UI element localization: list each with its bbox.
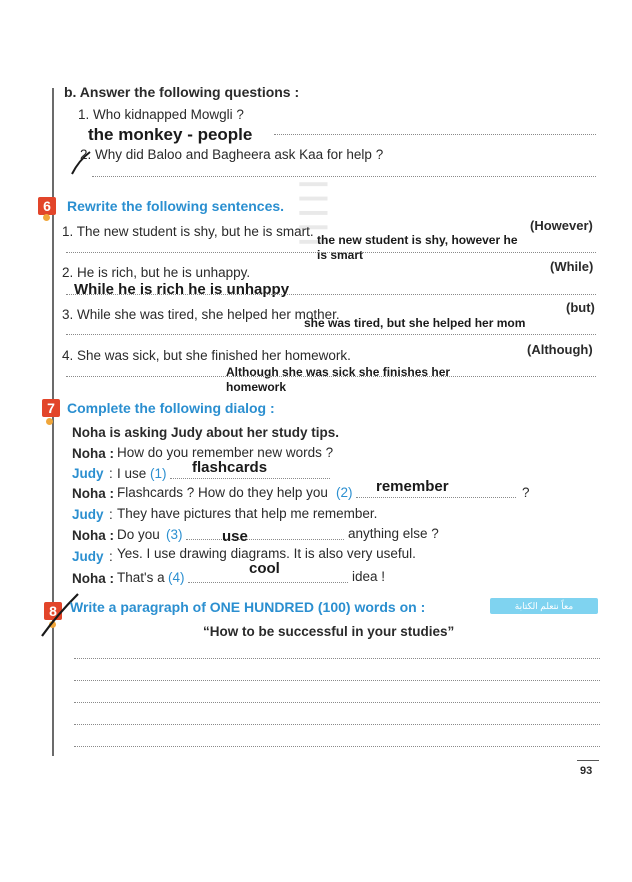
bullet-dot — [46, 418, 53, 425]
dialog-line-5-end: anything else ? — [348, 526, 439, 541]
speaker-noha: Noha : — [72, 571, 114, 586]
answer-6-1: the new student is shy, however he is smart — [317, 233, 518, 262]
blank-line-4 — [188, 582, 348, 583]
partb-title: b. Answer the following questions : — [64, 84, 300, 100]
question-2: 2. Why did Baloo and Bagheera ask Kaa for help ? — [80, 147, 384, 162]
answer-line — [92, 176, 596, 177]
blank-answer-2: remember — [376, 478, 449, 495]
answer-line — [274, 134, 596, 135]
answer-6-4: Although she was sick she finishes her homework — [226, 365, 451, 394]
question-mark: ? — [522, 485, 530, 500]
sentence-2: 2. He is rich, but he is unhappy. — [62, 265, 251, 280]
paragraph-topic: “How to be successful in your studies” — [203, 624, 455, 639]
dialog-line-1: How do you remember new words ? — [117, 445, 334, 460]
sentence-4: 4. She was sick, but she finished her homework. — [62, 348, 351, 363]
blank-number-1: (1) — [150, 466, 167, 481]
pen-mark-icon — [38, 590, 82, 640]
section-7-title: Complete the following dialog : — [67, 400, 275, 416]
dialog-line-4: They have pictures that help me remember. — [117, 506, 378, 521]
page-number: 93 — [580, 765, 593, 777]
blank-answer-3: use — [222, 528, 248, 545]
speaker-noha: Noha : — [72, 528, 114, 543]
writing-line — [74, 724, 600, 725]
blank-number-2: (2) — [336, 485, 353, 500]
sentence-3: 3. While she was tired, she helped her mother. — [62, 307, 340, 322]
speaker-noha: Noha : — [72, 446, 114, 461]
blank-answer-1: flashcards — [192, 459, 268, 476]
blank-line-1 — [170, 478, 330, 479]
writing-line — [74, 658, 600, 659]
speaker-judy: Judy — [72, 507, 104, 522]
writing-line — [74, 702, 600, 703]
answer-6-3: she was tired, but she helped her mom — [304, 316, 526, 330]
blank-answer-4: cool — [249, 560, 280, 577]
answer-line — [66, 334, 596, 335]
blank-line-3 — [186, 539, 344, 540]
conjunction-1: (However) — [530, 218, 593, 233]
page-number-rule — [577, 760, 599, 761]
section-8-title: Write a paragraph of ONE HUNDRED (100) words on : — [70, 599, 426, 615]
conjunction-2: (While) — [550, 259, 594, 274]
sentence-1: 1. The new student is shy, but he is smart. — [62, 224, 314, 239]
dialog-line-7-end: idea ! — [352, 569, 386, 584]
dialog-intro: Noha is asking Judy about her study tips. — [72, 425, 340, 440]
speaker-colon: : — [109, 466, 113, 481]
answer-line — [66, 294, 596, 295]
speaker-judy: Judy — [72, 549, 104, 564]
conjunction-4: (Although) — [527, 342, 593, 357]
answer-line — [66, 252, 596, 253]
dialog-line-5: Do you — [117, 527, 160, 542]
section-8-number: 8 — [44, 602, 62, 620]
blank-line-2 — [356, 497, 516, 498]
answer-6-2: While he is rich he is unhappy — [74, 281, 290, 298]
speaker-noha: Noha : — [72, 486, 114, 501]
question-1: 1. Who kidnapped Mowgli ? — [78, 107, 244, 122]
writing-line — [74, 680, 600, 681]
dialog-line-7: That's a — [117, 570, 165, 585]
bullet-dot — [43, 214, 50, 221]
dialog-line-6: Yes. I use drawing diagrams. It is also very useful. — [117, 546, 416, 561]
section-7-number: 7 — [42, 399, 60, 417]
answer-line — [66, 376, 596, 377]
conjunction-3: (but) — [566, 300, 595, 315]
answer-1: the monkey - people — [88, 125, 253, 144]
speaker-judy: Judy — [72, 466, 104, 481]
dialog-line-2: I use — [117, 466, 147, 481]
blank-number-4: (4) — [168, 570, 185, 585]
section-6-number: 6 — [38, 197, 56, 215]
writing-line — [74, 746, 600, 747]
dialog-line-3: Flashcards ? How do they help you — [117, 485, 328, 500]
speaker-colon: : — [109, 549, 113, 564]
blank-number-3: (3) — [166, 527, 183, 542]
section-6-title: Rewrite the following sentences. — [67, 198, 285, 214]
arabic-badge: معاً نتعلم الكتابة — [490, 598, 598, 614]
speaker-colon: : — [109, 507, 113, 522]
watermark: ||||| — [299, 180, 332, 252]
